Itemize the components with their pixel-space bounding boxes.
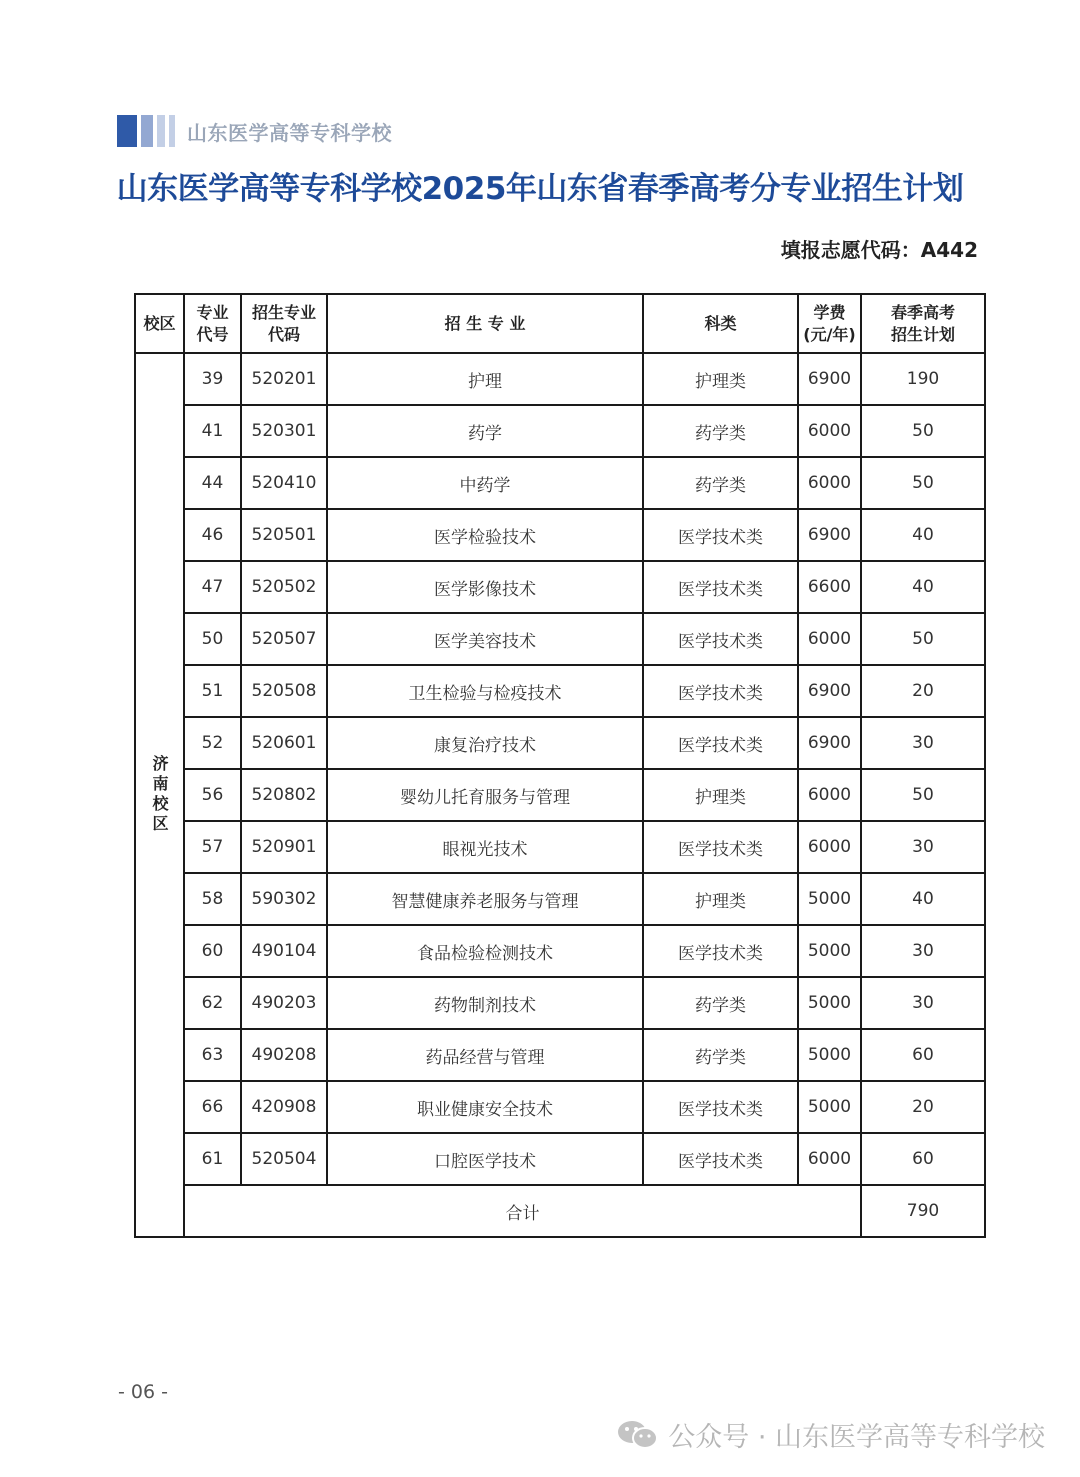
cell-no: 47 [184, 561, 241, 613]
cell-no: 58 [184, 873, 241, 925]
watermark [616, 1415, 1045, 1454]
cell-name: 卫生检验与检疫技术 [327, 665, 643, 717]
cell-plan: 30 [861, 717, 985, 769]
cell-category: 医学技术类 [643, 613, 798, 665]
cell-category: 药学类 [643, 457, 798, 509]
table-row [135, 1133, 985, 1185]
header-campus: 校区 [135, 294, 184, 353]
cell-no: 60 [184, 925, 241, 977]
wechat-icon [616, 1419, 660, 1451]
campus-name: 济南校区 [150, 755, 169, 835]
cell-name: 智慧健康养老服务与管理 [327, 873, 643, 925]
cell-name: 食品检验检测技术 [327, 925, 643, 977]
cell-code: 520601 [241, 717, 327, 769]
table-row [135, 977, 985, 1029]
apply-code: 填报志愿代码：A442 [780, 238, 978, 262]
cell-no: 46 [184, 509, 241, 561]
cell-tuition: 5000 [798, 977, 861, 1029]
cell-tuition: 6000 [798, 457, 861, 509]
cell-plan: 60 [861, 1029, 985, 1081]
cell-code: 520410 [241, 457, 327, 509]
cell-no: 63 [184, 1029, 241, 1081]
cell-category: 医学技术类 [643, 509, 798, 561]
cell-category: 药学类 [643, 405, 798, 457]
cell-plan: 20 [861, 665, 985, 717]
cell-tuition: 5000 [798, 925, 861, 977]
cell-no: 51 [184, 665, 241, 717]
cell-plan: 20 [861, 1081, 985, 1133]
table-row [135, 457, 985, 509]
header-tuition: 学费 (元/年) [798, 294, 861, 353]
cell-code: 590302 [241, 873, 327, 925]
cell-tuition: 6000 [798, 769, 861, 821]
cell-code: 490203 [241, 977, 327, 1029]
cell-name: 职业健康安全技术 [327, 1081, 643, 1133]
cell-tuition: 6600 [798, 561, 861, 613]
cell-category: 护理类 [643, 873, 798, 925]
cell-no: 52 [184, 717, 241, 769]
brand-name: 山东医学高等专科学校 [187, 120, 392, 145]
cell-no: 41 [184, 405, 241, 457]
cell-code: 520802 [241, 769, 327, 821]
cell-no: 61 [184, 1133, 241, 1185]
cell-plan: 50 [861, 457, 985, 509]
watermark-text: 公众号 · 山东医学高等专科学校 [668, 1422, 1045, 1453]
cell-code: 520504 [241, 1133, 327, 1185]
table-row [135, 613, 985, 665]
cell-category: 药学类 [643, 1029, 798, 1081]
cell-name: 医学美容技术 [327, 613, 643, 665]
table-row [135, 561, 985, 613]
cell-tuition: 5000 [798, 873, 861, 925]
cell-code: 520502 [241, 561, 327, 613]
page-number: - 06 - [118, 1381, 168, 1403]
cell-code: 520201 [241, 353, 327, 405]
cell-category: 药学类 [643, 977, 798, 1029]
cell-category: 医学技术类 [643, 821, 798, 873]
cell-code: 490104 [241, 925, 327, 977]
cell-name: 康复治疗技术 [327, 717, 643, 769]
cell-code: 520301 [241, 405, 327, 457]
table-row [135, 405, 985, 457]
cell-category: 医学技术类 [643, 561, 798, 613]
cell-code: 420908 [241, 1081, 327, 1133]
cell-code: 490208 [241, 1029, 327, 1081]
cell-tuition: 6900 [798, 353, 861, 405]
cell-name: 眼视光技术 [327, 821, 643, 873]
cell-no: 44 [184, 457, 241, 509]
cell-category: 医学技术类 [643, 1133, 798, 1185]
cell-tuition: 6000 [798, 613, 861, 665]
cell-code: 520508 [241, 665, 327, 717]
cell-category: 医学技术类 [643, 665, 798, 717]
cell-no: 62 [184, 977, 241, 1029]
cell-plan: 50 [861, 613, 985, 665]
header-plan: 春季高考 招生计划 [861, 294, 985, 353]
cell-name: 医学检验技术 [327, 509, 643, 561]
page-title: 山东医学高等专科学校2025年山东省春季高考分专业招生计划 [116, 171, 964, 207]
cell-name: 婴幼儿托育服务与管理 [327, 769, 643, 821]
cell-name: 药学 [327, 405, 643, 457]
cell-plan: 50 [861, 405, 985, 457]
cell-category: 医学技术类 [643, 717, 798, 769]
cell-name: 药品经营与管理 [327, 1029, 643, 1081]
cell-name: 口腔医学技术 [327, 1133, 643, 1185]
total-label: 合计 [184, 1185, 861, 1237]
cell-tuition: 6000 [798, 1133, 861, 1185]
enrollment-plan-table [134, 293, 986, 1238]
brand-bars-logo [117, 115, 179, 147]
cell-plan: 190 [861, 353, 985, 405]
table-row [135, 925, 985, 977]
cell-plan: 50 [861, 769, 985, 821]
cell-plan: 30 [861, 821, 985, 873]
cell-category: 医学技术类 [643, 1081, 798, 1133]
header-major-name: 招 生 专 业 [327, 294, 643, 353]
cell-no: 66 [184, 1081, 241, 1133]
cell-tuition: 6000 [798, 405, 861, 457]
table-row [135, 353, 985, 405]
table-row [135, 509, 985, 561]
table-row [135, 717, 985, 769]
cell-no: 50 [184, 613, 241, 665]
header-major-no: 专业 代号 [184, 294, 241, 353]
table-row [135, 665, 985, 717]
table-header-row [135, 294, 985, 353]
cell-no: 57 [184, 821, 241, 873]
cell-tuition: 6900 [798, 665, 861, 717]
cell-tuition: 5000 [798, 1029, 861, 1081]
cell-plan: 40 [861, 873, 985, 925]
cell-tuition: 6900 [798, 509, 861, 561]
cell-category: 医学技术类 [643, 925, 798, 977]
cell-name: 护理 [327, 353, 643, 405]
cell-tuition: 5000 [798, 1081, 861, 1133]
cell-name: 药物制剂技术 [327, 977, 643, 1029]
table-row [135, 821, 985, 873]
cell-plan: 40 [861, 561, 985, 613]
header-category: 科类 [643, 294, 798, 353]
cell-code: 520507 [241, 613, 327, 665]
table-row [135, 1029, 985, 1081]
cell-category: 护理类 [643, 353, 798, 405]
cell-code: 520901 [241, 821, 327, 873]
cell-tuition: 6900 [798, 717, 861, 769]
campus-cell [135, 353, 184, 1237]
cell-no: 39 [184, 353, 241, 405]
cell-plan: 60 [861, 1133, 985, 1185]
cell-plan: 30 [861, 925, 985, 977]
cell-code: 520501 [241, 509, 327, 561]
brand-header [117, 115, 392, 147]
cell-category: 护理类 [643, 769, 798, 821]
table-row [135, 873, 985, 925]
cell-no: 56 [184, 769, 241, 821]
table-row [135, 769, 985, 821]
total-value: 790 [861, 1185, 985, 1237]
header-major-code: 招生专业 代码 [241, 294, 327, 353]
cell-name: 中药学 [327, 457, 643, 509]
cell-name: 医学影像技术 [327, 561, 643, 613]
cell-plan: 40 [861, 509, 985, 561]
cell-plan: 30 [861, 977, 985, 1029]
cell-tuition: 6000 [798, 821, 861, 873]
total-row [135, 1185, 985, 1237]
table-row [135, 1081, 985, 1133]
